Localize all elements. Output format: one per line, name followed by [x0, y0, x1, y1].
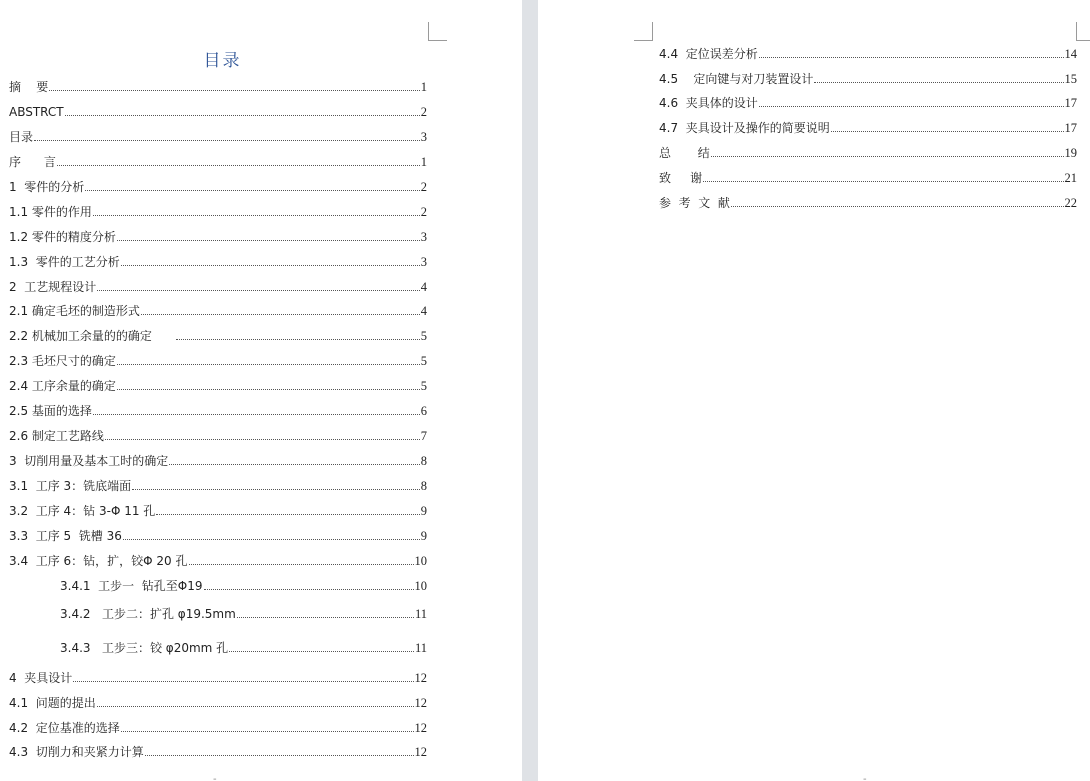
toc-entry-page-number: 4: [420, 304, 427, 318]
toc-dot-leader: [731, 206, 1064, 207]
toc-dot-leader: [703, 181, 1063, 182]
toc-title: 目录: [203, 51, 242, 71]
toc-entry-title: 1 零件的分析: [9, 180, 85, 194]
toc-entry-title: 2 工艺规程设计: [9, 280, 97, 294]
toc-dot-leader: [34, 140, 420, 141]
toc-dot-leader: [105, 439, 420, 440]
toc-entry-title: 3.2 工序 4：钻 3-Φ 11 孔: [9, 504, 156, 518]
toc-entry-page-number: 10: [414, 554, 427, 568]
toc-entry-title: 2.2 机械加工余量的的确定: [9, 329, 175, 343]
toc-entry-page-number: 9: [420, 529, 427, 543]
toc-entry-page-number: 12: [414, 745, 427, 759]
toc-dot-leader: [831, 131, 1064, 132]
toc-entry[interactable]: [9, 304, 427, 318]
toc-entry-page-number: 11: [414, 607, 427, 621]
toc-entry-title: 致 谢: [659, 171, 703, 185]
toc-entry-title: 2.1 确定毛坯的制造形式: [9, 304, 140, 318]
page-corner-mark: [428, 22, 447, 41]
toc-entry-title: 4.1 问题的提出: [9, 696, 96, 710]
toc-entry-title: 2.4 工序余量的确定: [9, 379, 116, 393]
toc-entry[interactable]: [9, 554, 427, 568]
toc-entry[interactable]: [60, 607, 427, 621]
toc-entry-page-number: 22: [1064, 196, 1077, 210]
toc-entry-title: 目录: [9, 130, 34, 144]
toc-entry[interactable]: [659, 121, 1077, 135]
toc-entry[interactable]: [659, 171, 1077, 185]
toc-dot-leader: [117, 240, 420, 241]
toc-dot-leader: [156, 514, 419, 515]
toc-entry[interactable]: [9, 429, 427, 443]
page-footer-mark: -: [863, 774, 867, 781]
toc-entry-page-number: 21: [1064, 171, 1077, 185]
toc-dot-leader: [759, 106, 1064, 107]
toc-entry-title: 1.3 零件的工艺分析: [9, 255, 120, 269]
toc-entry[interactable]: [659, 72, 1077, 86]
toc-dot-leader: [123, 539, 420, 540]
toc-entry-title: 3.4.3 工步三：铰 φ20mm 孔: [60, 641, 229, 655]
document-page-left: [0, 0, 522, 781]
toc-entry-title: 参 考 文 献: [659, 196, 730, 210]
toc-entry-title: 3 切削用量及基本工时的确定: [9, 454, 169, 468]
toc-entry-title: 序 言: [9, 155, 56, 169]
toc-entry-title: 4.5 定向键与对刀装置设计: [659, 72, 814, 86]
toc-entry-page-number: 2: [420, 205, 427, 219]
toc-entry[interactable]: [9, 155, 427, 169]
toc-entry-page-number: 8: [420, 479, 427, 493]
document-page-right: [538, 0, 1090, 781]
toc-dot-leader: [759, 57, 1064, 58]
toc-entry-title: 4 夹具设计: [9, 671, 73, 685]
toc-entry[interactable]: [9, 280, 427, 294]
toc-entry-page-number: 10: [414, 579, 427, 593]
toc-dot-leader: [145, 755, 414, 756]
toc-entry[interactable]: [659, 47, 1077, 61]
toc-entry-page-number: 19: [1064, 146, 1077, 160]
toc-dot-leader: [65, 115, 420, 116]
page-corner-mark: [1076, 22, 1090, 41]
toc-entry-page-number: 3: [420, 130, 427, 144]
toc-entry[interactable]: [659, 196, 1077, 210]
toc-entry-title: 2.5 基面的选择: [9, 404, 92, 418]
toc-dot-leader: [93, 414, 420, 415]
toc-entry-page-number: 5: [420, 329, 427, 343]
toc-entry-page-number: 15: [1064, 72, 1077, 86]
toc-dot-leader: [204, 589, 414, 590]
toc-dot-leader: [97, 290, 419, 291]
toc-entry-title: 3.4 工序 6：钻，扩，铰Φ 20 孔: [9, 554, 188, 568]
toc-entry-title: 2.6 制定工艺路线: [9, 429, 104, 443]
toc-entry-page-number: 3: [420, 255, 427, 269]
toc-entry-title: 3.1 工序 3：铣底端面: [9, 479, 132, 493]
toc-entry-page-number: 17: [1064, 96, 1077, 110]
toc-entry-page-number: 5: [420, 379, 427, 393]
toc-dot-leader: [57, 165, 420, 166]
toc-entry[interactable]: [9, 504, 427, 518]
toc-entry-page-number: 4: [420, 280, 427, 294]
toc-entry[interactable]: [9, 745, 427, 759]
toc-dot-leader: [814, 82, 1063, 83]
toc-entry-page-number: 14: [1064, 47, 1077, 61]
toc-entry-title: 4.4 定位误差分析: [659, 47, 758, 61]
toc-entry-page-number: 2: [420, 105, 427, 119]
toc-entry[interactable]: [9, 205, 427, 219]
toc-entry-title: 4.7 夹具设计及操作的简要说明: [659, 121, 830, 135]
toc-entry-page-number: 6: [420, 404, 427, 418]
toc-entry-title: 4.3 切削力和夹紧力计算: [9, 745, 144, 759]
toc-entry[interactable]: [9, 404, 427, 418]
toc-entry[interactable]: [60, 641, 427, 655]
toc-entry[interactable]: [9, 721, 427, 735]
toc-dot-leader: [176, 339, 420, 340]
toc-dot-leader: [121, 265, 420, 266]
toc-dot-leader: [237, 617, 414, 618]
toc-dot-leader: [141, 314, 420, 315]
toc-dot-leader: [132, 489, 420, 490]
toc-entry-page-number: 8: [420, 454, 427, 468]
toc-entry-page-number: 2: [420, 180, 427, 194]
toc-dot-leader: [117, 389, 420, 390]
page-corner-mark: [634, 22, 653, 41]
toc-entry-page-number: 12: [414, 721, 427, 735]
toc-entry[interactable]: [9, 180, 427, 194]
toc-entry-page-number: 5: [420, 354, 427, 368]
toc-entry-title: 摘 要: [9, 80, 49, 94]
toc-dot-leader: [117, 364, 420, 365]
toc-entry-page-number: 11: [414, 641, 427, 655]
toc-entry[interactable]: [9, 529, 427, 543]
toc-entry-title: 4.6 夹具体的设计: [659, 96, 758, 110]
toc-entry-page-number: 1: [420, 80, 427, 94]
toc-entry[interactable]: [9, 105, 427, 119]
toc-dot-leader: [229, 651, 414, 652]
page-footer-mark: -: [213, 774, 217, 781]
toc-entry-page-number: 17: [1064, 121, 1077, 135]
toc-entry[interactable]: [9, 354, 427, 368]
toc-dot-leader: [73, 681, 413, 682]
toc-entry-page-number: 12: [414, 671, 427, 685]
toc-entry[interactable]: [9, 671, 427, 685]
toc-entry-title: 2.3 毛坯尺寸的确定: [9, 354, 116, 368]
toc-entry-title: 1.2 零件的精度分析: [9, 230, 116, 244]
toc-entry[interactable]: [9, 230, 427, 244]
toc-dot-leader: [169, 464, 419, 465]
toc-entry[interactable]: [60, 579, 427, 593]
toc-entry-page-number: 3: [420, 230, 427, 244]
toc-dot-leader: [189, 564, 414, 565]
toc-entry[interactable]: [9, 255, 427, 269]
toc-entry[interactable]: [9, 379, 427, 393]
toc-entry-page-number: 7: [420, 429, 427, 443]
toc-entry-page-number: 1: [420, 155, 427, 169]
toc-entry-title: 3.3 工序 5 铣槽 36: [9, 529, 122, 543]
toc-dot-leader: [711, 156, 1064, 157]
toc-entry[interactable]: [9, 479, 427, 493]
toc-dot-leader: [97, 706, 414, 707]
toc-entry[interactable]: [9, 329, 427, 343]
toc-entry-page-number: 12: [414, 696, 427, 710]
toc-entry-title: 4.2 定位基准的选择: [9, 721, 120, 735]
toc-dot-leader: [49, 90, 419, 91]
toc-entry[interactable]: [9, 80, 427, 94]
toc-entry-title: 1.1 零件的作用: [9, 205, 92, 219]
toc-entry-title: ABSTRCT: [9, 105, 64, 119]
toc-entry-title: 3.4.2 工步二：扩孔 φ19.5mm: [60, 607, 236, 621]
toc-entry-page-number: 9: [420, 504, 427, 518]
toc-dot-leader: [121, 731, 414, 732]
toc-dot-leader: [93, 215, 420, 216]
toc-entry[interactable]: [9, 696, 427, 710]
toc-dot-leader: [85, 190, 419, 191]
toc-entry-title: 总 结: [659, 146, 710, 160]
toc-entry[interactable]: [659, 146, 1077, 160]
toc-entry-title: 3.4.1 工步一 钻孔至Φ19: [60, 579, 203, 593]
toc-entry[interactable]: [9, 454, 427, 468]
toc-entry[interactable]: [9, 130, 427, 144]
toc-entry[interactable]: [659, 96, 1077, 110]
